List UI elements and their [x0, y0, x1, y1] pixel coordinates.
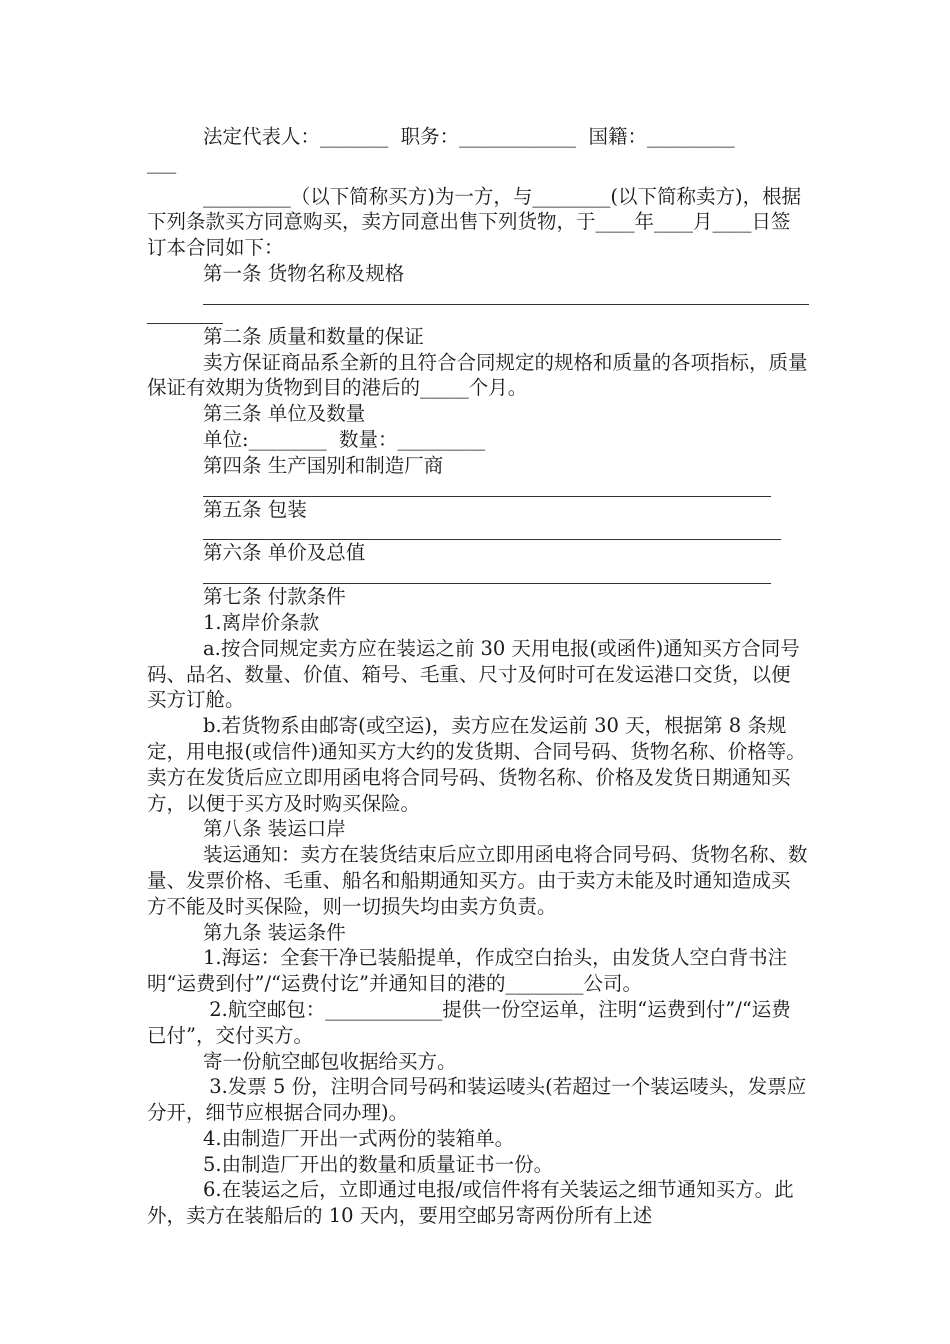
- article-9-item-2: 2.航空邮包：____________提供一份空运单，注明“运费到付”/“运费已付”，交付买方。: [147, 997, 791, 1047]
- article-7-item-1: 1.离岸价条款: [203, 610, 320, 634]
- article-2-body: 卖方保证商品系全新的且符合合同规定的规格和质量的各项指标，质量保证有效期为货物到目的港后的_____个月。: [147, 350, 808, 400]
- article-9-title: 第九条 装运条件: [203, 920, 346, 944]
- article-9-item-2-note: 寄一份航空邮包收据给买方。: [203, 1049, 457, 1073]
- header-blank-tail: ___: [147, 150, 177, 174]
- article-9-item-1: 1.海运：全套干净已装船提单，作成空白抬头，由发货人空白背书注明“运费到付”/“运费付讫”并通知目的港的________公司。: [147, 946, 788, 996]
- article-1-fill-line-tail: [147, 305, 223, 324]
- article-9-item-4: 4.由制造厂开出一式两份的装箱单。: [203, 1126, 515, 1150]
- article-4-fill-line: [203, 479, 771, 497]
- article-3-title: 第三条 单位及数量: [203, 402, 366, 426]
- article-8-title: 第八条 装运口岸: [203, 817, 346, 841]
- article-9-item-6: 6.在装运之后，立即通过电报/或信件将有关装运之细节通知买方。此外，卖方在装船后的 10 天内，要用空邮另寄两份所有上述: [147, 1178, 794, 1228]
- article-7-title: 第七条 付款条件: [203, 585, 346, 609]
- contract-body: [147, 124, 809, 1229]
- header-representative-line: 法定代表人：_______ 职务：____________ 国籍：_________: [203, 125, 735, 148]
- article-3-body: 单位:________ 数量：_________: [203, 427, 486, 451]
- article-7-clause-a: a.按合同规定卖方应在装运之前 30 天用电报(或函件)通知买方合同号码、品名、数量、价值、箱号、毛重、尺寸及何时可在发运港口交货，以便买方订舱。: [147, 636, 800, 712]
- article-8-body: 装运通知：卖方在装货结束后应立即用函电将合同号码、货物名称、数量、发票价格、毛重、船名和船期通知买方。由于卖方未能及时通知造成买方不能及时买保险，则一切损失均由卖方负责。: [147, 843, 808, 918]
- article-9-item-5: 5.由制造厂开出的数量和质量证书一份。: [203, 1152, 554, 1176]
- article-5-fill-line: [203, 522, 781, 540]
- article-2-title: 第二条 质量和数量的保证: [203, 324, 424, 348]
- article-5-title: 第五条 包装: [203, 497, 307, 521]
- article-1-fill-line: [203, 287, 809, 305]
- article-9-item-3: 3.发票 5 份，注明合同号码和装运唛头(若超过一个装运唛头，发票应分开，细节应根据合同办理)。: [147, 1075, 807, 1125]
- article-1-title: 第一条 货物名称及规格: [203, 261, 405, 285]
- article-6-title: 第六条 单价及总值: [203, 541, 366, 565]
- intro-paragraph: _________（以下简称买方)为一方，与________(以下简称卖方)，根据下列条款买方同意购买，卖方同意出售下列货物，于____年____月____日签订本合同如下：: [147, 184, 802, 260]
- article-6-fill-line: [203, 566, 771, 584]
- article-7-clause-b: b.若货物系由邮寄(或空运)，卖方应在发运前 30 天，根据第 8 条规定，用电报(或信件)通知买方大约的发货期、合同号码、货物名称、价格等。卖方在发货后应立即用函电将合同号码、货物名称、价格及发货日期通知买方，以便于买方及时购买保险。: [147, 714, 806, 815]
- article-4-title: 第四条 生产国别和制造厂商: [203, 453, 444, 477]
